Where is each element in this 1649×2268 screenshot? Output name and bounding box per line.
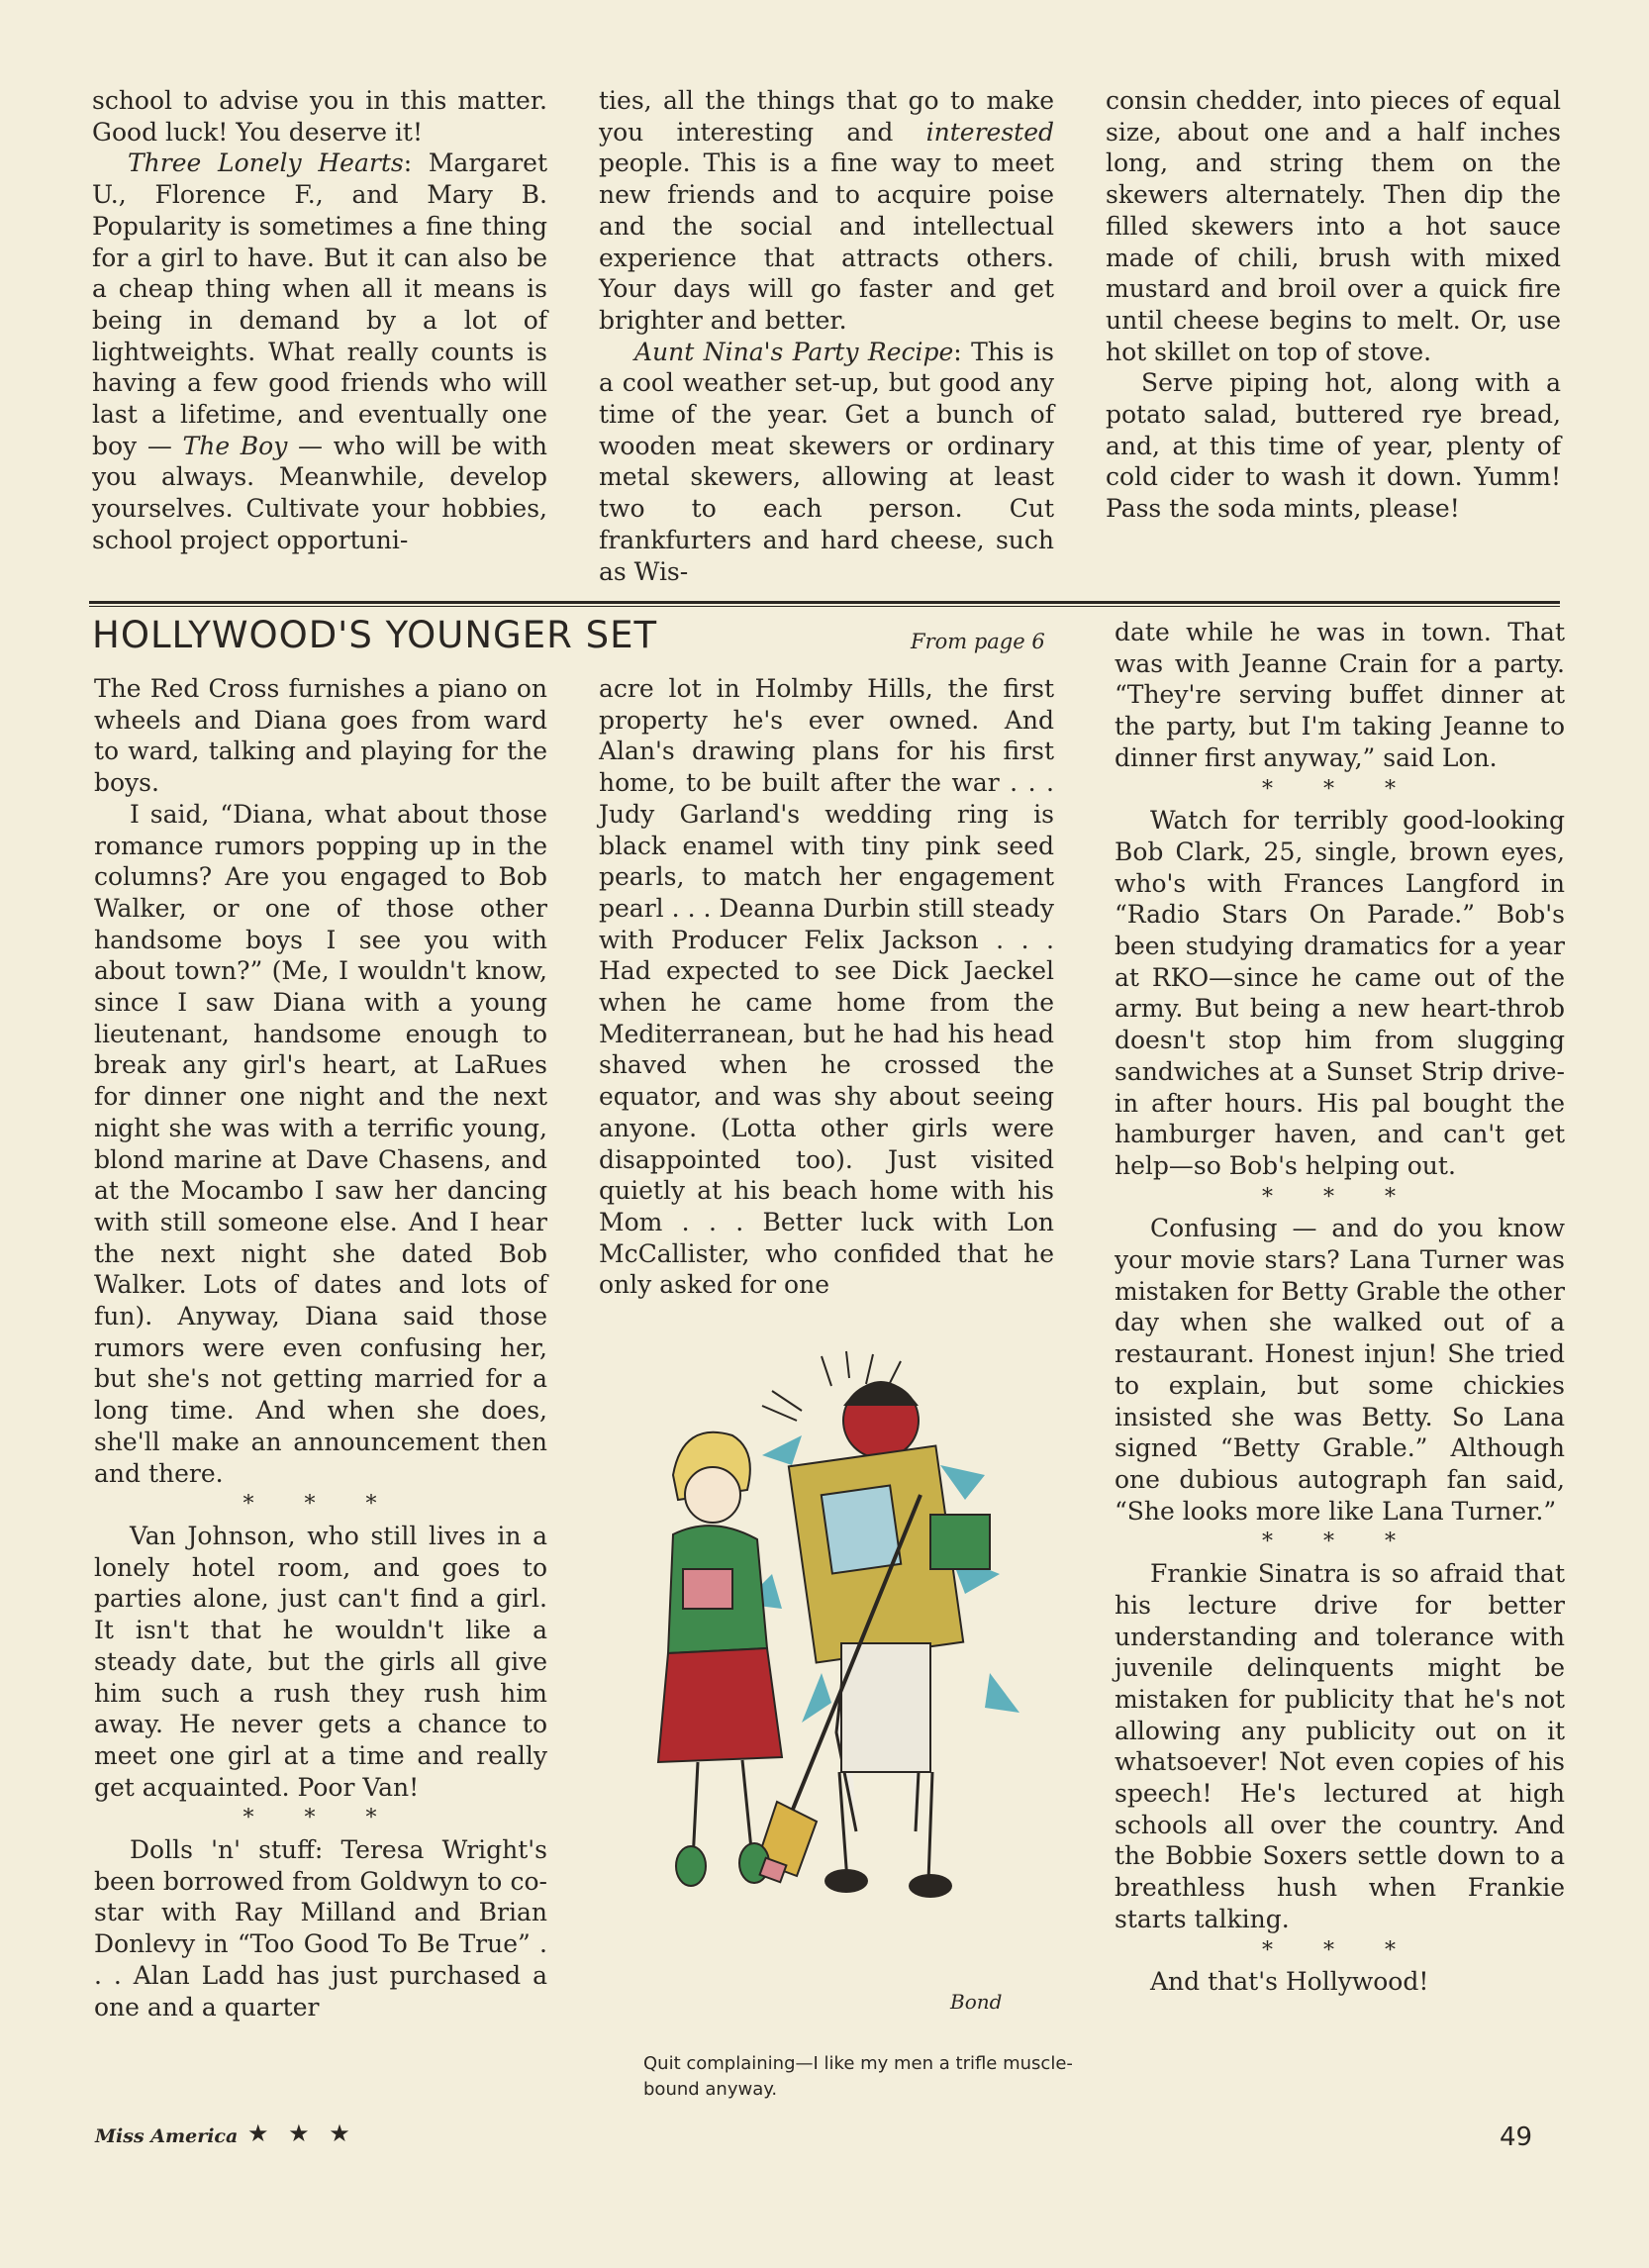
paragraph: Watch for terribly good-looking Bob Clark, 25, single, brown eyes, who's with Frances Langford in “Radio Stars On Parade.” Bob's been studying dramatics for a year at RKO—since he came out of the army. But being a new heart-throb doesn't stop him from slugging sandwiches at a Sunset Strip drive-in after hours. His pal bought the hamburger haven, and can't get help—so Bob's helping out. (1115, 806, 1565, 1180)
section-stars: * * * (1262, 776, 1417, 802)
girl-figure (658, 1432, 782, 1886)
cartoon-illustration (614, 1346, 1079, 2039)
italic-text: interested (925, 117, 1054, 147)
section-divider-thin (89, 606, 1560, 607)
top-column-1 (92, 85, 547, 556)
top-column-3 (1106, 85, 1561, 525)
paragraph (599, 337, 1054, 588)
page-number: 49 (1500, 2122, 1533, 2152)
section-stars: * * * (242, 1492, 399, 1518)
italic-text: The Boy (182, 431, 288, 460)
section-stars: * * * (1262, 1529, 1417, 1555)
paragraph (92, 148, 547, 555)
paragraph: date while he was in town. That was with Jeanne Crain for a party. “They're serving buffet dinner at the party, but I'm taking Jeanne to dinner first anyway,” said Lon. (1115, 618, 1565, 772)
illustration-caption: Quit complaining—I like my men a trifle muscle-bound anyway. (643, 2053, 1073, 2100)
section-stars: * * * (1262, 1937, 1417, 1963)
footer-stars: ★ ★ ★ (247, 2120, 356, 2147)
paragraph: acre lot in Holmby Hills, the first property he's ever owned. And Alan's drawing plans for his first home, to be built after the war . . . Judy Garland's wedding ring is black enamel with tiny pink seed pearls, to match her engagement pearl . . . Deanna Durbin still steady with Producer Felix Jackson . . . Had expected to see Dick Jaeckel when he came home from the Mediterranean, but he had his head shaved when he crossed the equator, and was shy about seeing anyone. (Lotta other girls were disappointed too). Just visited quietly at his beach home with his Mom . . . Better luck with Lon McCallister, who confided that he only asked for one (599, 674, 1054, 1300)
paragraph: Serve piping hot, along with a potato salad, buttered rye bread, and, at this time of year, plenty of cold cider to wash it down. Yumm! Pass the soda mints, please! (1106, 368, 1561, 524)
section-divider (89, 601, 1560, 604)
paragraph: Confusing — and do you know your movie stars? Lana Turner was mistaken for Betty Grable the other day when she walked out of a restaurant. Honest injun! She tried to explain, but some chickies insisted she was Betty. So Lana signed “Betty Grable.” Although one dubious autograph fan said, “She looks more like Lana Turner.” (1115, 1214, 1565, 1526)
paragraph: consin chedder, into pieces of equal size, about one and a half inches long, and string them on the skewers alternately. Then dip the filled skewers into a hot sauce made of chili, brush with mixed mustard and broil over a quick fire until cheese begins to melt. Or, use hot skillet on top of stove. (1106, 86, 1561, 366)
section-stars: * * * (242, 1806, 399, 1831)
text-run: people. This is a fine way to meet new friends and to acquire poise and the social and intellectual experience that attracts others. Your days will go faster and get brighter and better. (599, 148, 1054, 335)
text-run: — who will be with you always. Meanwhile, develop yourselves. Cultivate your hobbies, school project opportuni- (92, 431, 548, 554)
article-headline: HOLLYWOOD'S YOUNGER SET (92, 614, 658, 656)
text-run: : Margaret U., Florence F., and Mary B. Popularity is sometimes a fine thing for a girl to have. But it can also be a cheap thing when all it means is being in demand by a lot of lightweights. What really counts is having a few good friends who will last a lifetime, and eventually one boy — (92, 148, 547, 460)
paragraph: Frankie Sinatra is so afraid that his lecture drive for better understanding and tolerance with juvenile delinquents might be mistaken for publicity that he's not allowing any publicity out on it whatsoever! Not even copies of his speech! He's lectured at high schools all over the country. And the Bobbie Soxers settle down to a breathless hush when Frankie starts talking. (1115, 1559, 1565, 1933)
continued-from-label: From page 6 (911, 630, 1045, 653)
paragraph: Van Johnson, who still lives in a lonely hotel room, and goes to parties alone, just can't find a girl. It isn't that he wouldn't like a steady date, but the girls all give him such a rush they rush him away. He never gets a chance to meet one girl at a time and really get acquainted. Poor Van! (94, 1521, 547, 1802)
artist-signature: Bond (950, 1990, 1003, 2014)
text-run: : This is a cool weather set-up, but good any time of the year. Get a bunch of wooden meat skewers or ordinary metal skewers, allowing at least two to each person. Cut frankfurters and hard cheese, such as Wis- (599, 337, 1054, 586)
text-run: ties, all the things that go to make you interesting and (599, 86, 1054, 147)
top-column-2 (599, 85, 1054, 587)
magazine-name: Miss America (95, 2125, 239, 2147)
article-column-2 (599, 673, 1054, 1301)
italic-title: Three Lonely Hearts (128, 148, 404, 178)
paragraph: The Red Cross furnishes a piano on wheels and Diana goes from ward to ward, talking and playing for the boys. (94, 674, 547, 798)
paragraph: And that's Hollywood! (1150, 1967, 1429, 1997)
paragraph: school to advise you in this matter. Good luck! You deserve it! (92, 86, 547, 147)
italic-title: Aunt Nina's Party Recipe (634, 337, 954, 366)
paragraph: Dolls 'n' stuff: Teresa Wright's been borrowed from Goldwyn to co-star with Ray Milland and Brian Donlevy in “Too Good To Be True” . . . Alan Ladd has just purchased a one and a quarter (94, 1835, 547, 2021)
paragraph (599, 85, 1054, 337)
article-column-1 (94, 673, 547, 2022)
article-column-3 (1115, 617, 1565, 1998)
section-stars: * * * (1262, 1184, 1417, 1210)
paragraph: I said, “Diana, what about those romance rumors popping up in the columns? Are you engaged to Bob Walker, or one of those other handsome boys I see you with about town?” (Me, I wouldn't know, since I saw Diana with a young lieutenant, handsome enough to break any girl's heart, at LaRues for dinner one night and the next night she was with a terrific young, blond marine at Dave Chasens, and at the Mocambo I saw her dancing with still someone else. And I hear the next night she dated Bob Walker. Lots of dates and lots of fun). Anyway, Diana said those rumors were even confusing her, but she's not getting married for a long time. And when she does, she'll make an announcement then and there. (94, 799, 547, 1488)
